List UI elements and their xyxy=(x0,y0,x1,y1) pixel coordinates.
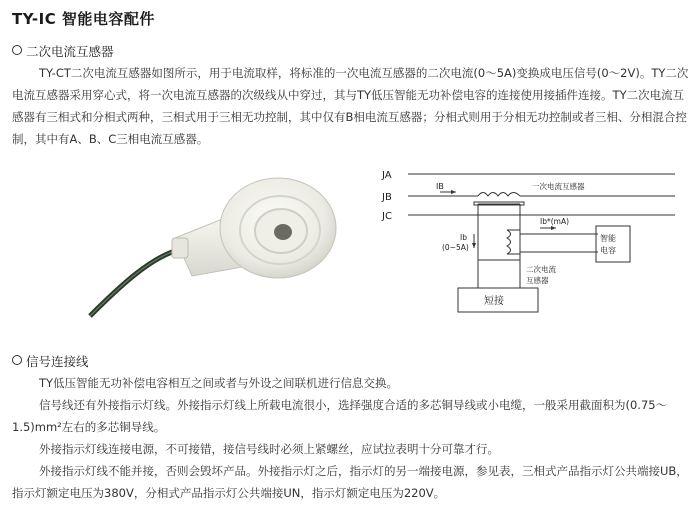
signal-description xyxy=(12,372,690,504)
signal-paragraph-1: TY低压智能无功补偿电容相互之间或者与外设之间联机进行信息交换。 xyxy=(39,376,399,390)
label-secondary-ct-1: 二次电流 xyxy=(526,265,556,274)
section-heading-ct: 二次电流互感器 xyxy=(12,42,114,60)
label-ib: IB xyxy=(436,182,444,191)
section-heading-signal: 信号连接线 xyxy=(12,352,89,370)
current-transformer-photo xyxy=(80,168,340,318)
label-ib-ma: Ib*(mA) xyxy=(540,217,570,226)
smart-capacitor-box xyxy=(596,226,630,262)
circle-bullet-icon xyxy=(12,45,22,55)
page-title: TY-IC 智能电容配件 xyxy=(12,10,155,28)
secondary-ct-coil xyxy=(507,230,511,254)
label-ja: JA xyxy=(382,170,392,181)
label-secondary-ct-2: 互感器 xyxy=(526,276,549,285)
label-short: 短接 xyxy=(484,296,504,307)
label-jb: JB xyxy=(382,192,392,203)
label-capacitor-1: 智能 xyxy=(600,234,616,243)
label-primary-ct: 一次电流互感器 xyxy=(532,182,585,191)
ct-description: TY-CT二次电流互感器如图所示，用于电流取样，将标准的一次电流互感器的二次电流(0～5A)变换成电压信号(0～2V)。TY二次电流互感器采用穿心式，将一次电流互感器的次级线从中穿过，其与TY低压智能无功补偿电容的连接使用接插件连接。TY二次电流互感器有三相式和分相式两种，三相式用于三相无功控制，其中仅有B相电流互感器；分相式则用于分相无功控制或者三相、分相混合控制，其中有A、B、C三相电流互感器。 xyxy=(12,66,689,146)
signal-paragraph-3: 外接指示灯线连接电源，不可接错，接信号线时必须上紧螺丝，应试拉表明十分可靠才行。 xyxy=(39,442,499,456)
label-ib-small: Ib xyxy=(460,233,467,242)
signal-paragraph-2: 信号线还有外接指示灯线。外接指示灯线上所载电流很小，选择强度合适的多芯铜导线或小电缆，一般采用截面积为(0.75～1.5)mm²左右的多芯铜导线。 xyxy=(12,398,668,434)
label-jc: JC xyxy=(382,211,392,222)
label-capacitor-2: 电容 xyxy=(600,246,616,255)
wiring-diagram xyxy=(380,160,680,320)
signal-paragraph-4: 外接指示灯线不能并接，否则会毁坏产品。外接指示灯之后，指示灯的另一端接电源，参见表，三相式产品指示灯公共端接UB，指示灯额定电压为380V，分相式产品指示灯公共端接UN，指示灯额定电压为220V。 xyxy=(12,464,688,500)
label-ib-range: (0~5A) xyxy=(442,243,469,252)
circle-bullet-icon xyxy=(12,355,22,365)
primary-ct-coil xyxy=(478,193,520,197)
